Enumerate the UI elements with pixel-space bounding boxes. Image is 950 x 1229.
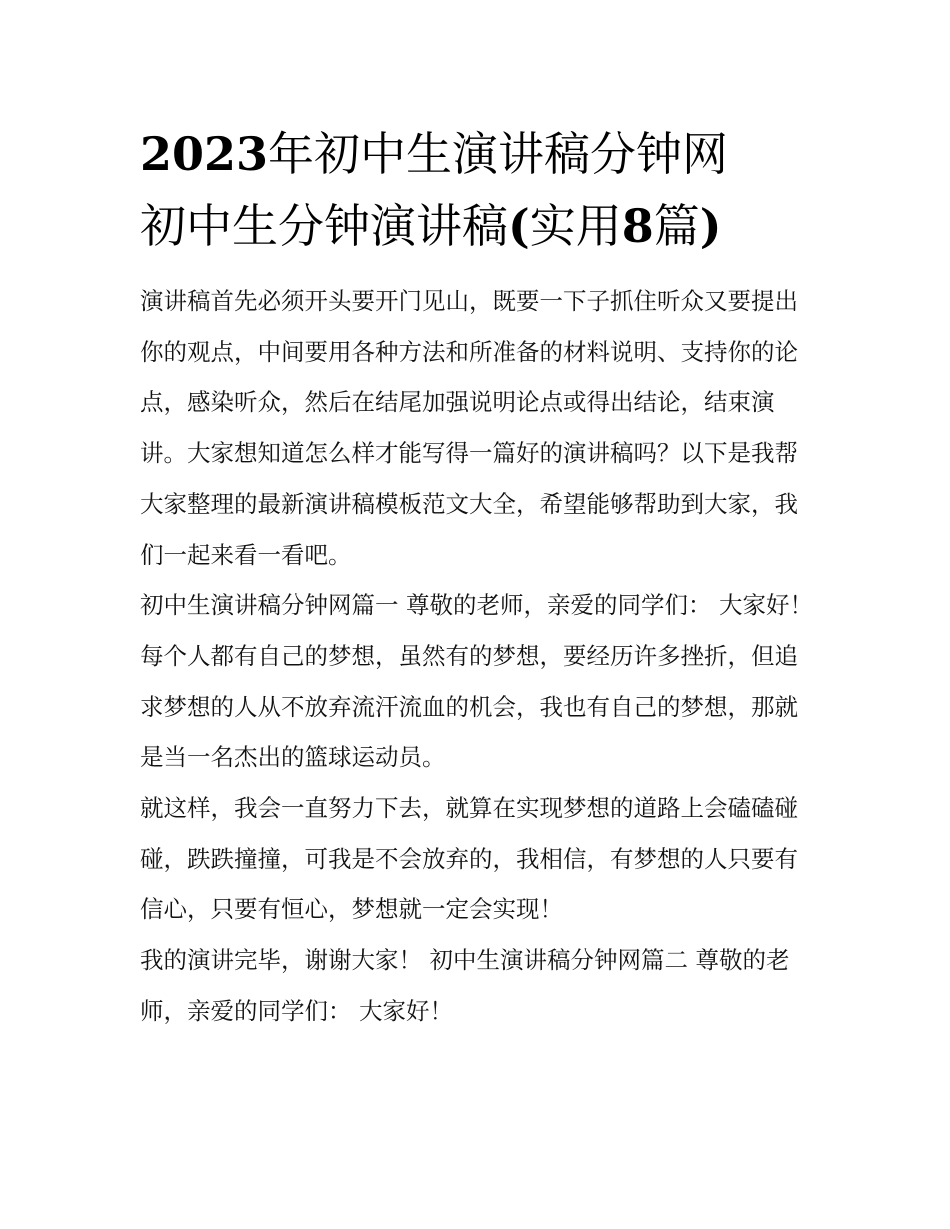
paragraph-intro: 演讲稿首先必须开头要开门见山，既要一下子抓住听众又要提出你的观点，中间要用各种方法和所准备的材料说明、支持你的论点，感染听众，然后在结尾加强说明论点或得出结论，结束演讲。大家想知道怎么样才能写得一篇好的演讲稿吗？以下是我帮大家整理的最新演讲稿模板范文大全，希望能够帮助到大家，我们一起来看一看吧。 (140, 287, 798, 569)
title-line-2 (140, 190, 820, 262)
paragraph-greeting-1: 初中生演讲稿分钟网篇一 尊敬的老师，亲爱的同学们： 大家好！ (140, 591, 813, 620)
document-body (140, 276, 815, 1037)
title-paren-open: ( (508, 199, 530, 253)
title-line-1 (140, 118, 820, 190)
title-line-2-text-c: 篇 (653, 199, 700, 253)
title-count: 8 (621, 199, 654, 253)
title-line-1-text: 年初中生演讲稿分钟网 (268, 127, 729, 181)
title-paren-close: ) (699, 199, 722, 253)
paragraph-persistence: 就这样，我会一直努力下去，就算在实现梦想的道路上会磕磕碰碰，跌跌撞撞，可我是不会放弃的，我相信，有梦想的人只要有信心，只要有恒心，梦想就一定会实现！ (140, 794, 798, 924)
title-line-2-text-a: 初中生分钟演讲稿 (140, 199, 508, 253)
paragraph-closing: 我的演讲完毕，谢谢大家！ 初中生演讲稿分钟网篇二 尊敬的老师，亲爱的同学们： 大家好！ (140, 946, 790, 1025)
document-title (140, 118, 820, 262)
title-year: 2023 (140, 127, 269, 181)
title-line-2-text-b: 实用 (529, 199, 622, 253)
paragraph-dream: 每个人都有自己的梦想，虽然有的梦想，要经历许多挫折，但追求梦想的人从不放弃流汗流血的机会，我也有自己的梦想，那就是当一名杰出的篮球运动员。 (140, 641, 798, 772)
